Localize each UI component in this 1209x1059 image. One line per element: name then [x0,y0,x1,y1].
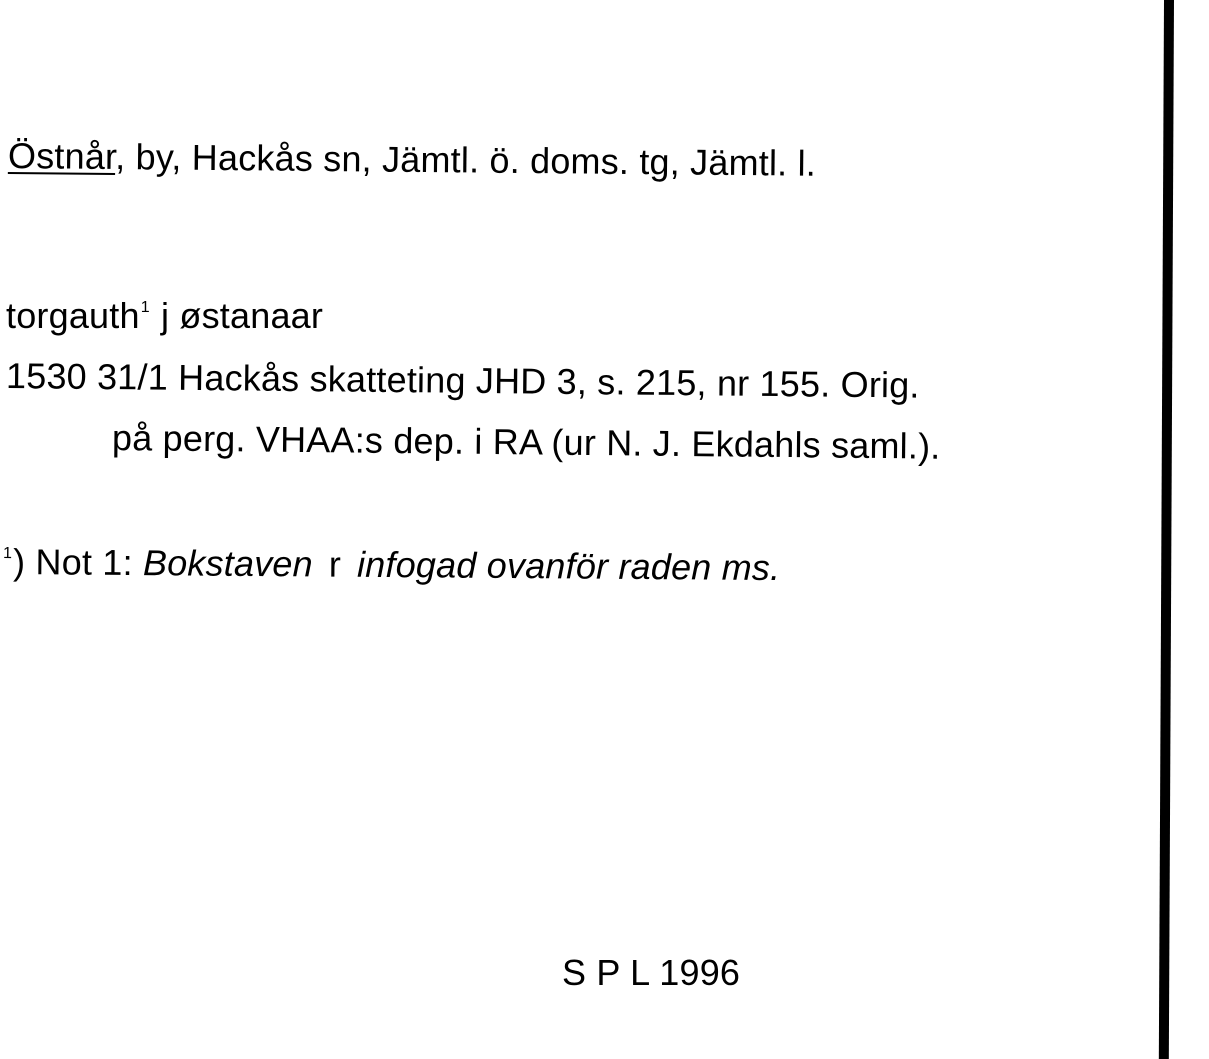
source-line-2: på perg. VHAA:s dep. i RA (ur N. J. Ekdahls saml.). [111,417,941,467]
footnote-text-b: infogad ovanför raden ms. [356,543,781,589]
signature: S P L 1996 [562,952,741,993]
source-line-1: 1530 31/1 Hackås skatteting JHD 3, s. 215, nr 155. Orig. [5,355,920,406]
card-edge-line [1159,0,1174,1059]
entry-heading [7,135,817,184]
attested-form-start: torgauth [6,295,140,336]
footnote-mark: 1 [2,545,13,563]
attested-form-end: j østanaar [150,295,324,336]
footnote-letter: r [328,543,342,585]
headword: Östnår [7,135,116,178]
attested-form [6,295,324,336]
footnote [2,541,781,589]
footnote-label: ) Not 1: [12,541,144,584]
heading-details: , by, Hackås sn, Jämtl. ö. doms. tg, Jämtl. l. [115,136,817,184]
footnote-text-a: Bokstaven [142,542,314,585]
footnote-reference: 1 [140,299,150,316]
